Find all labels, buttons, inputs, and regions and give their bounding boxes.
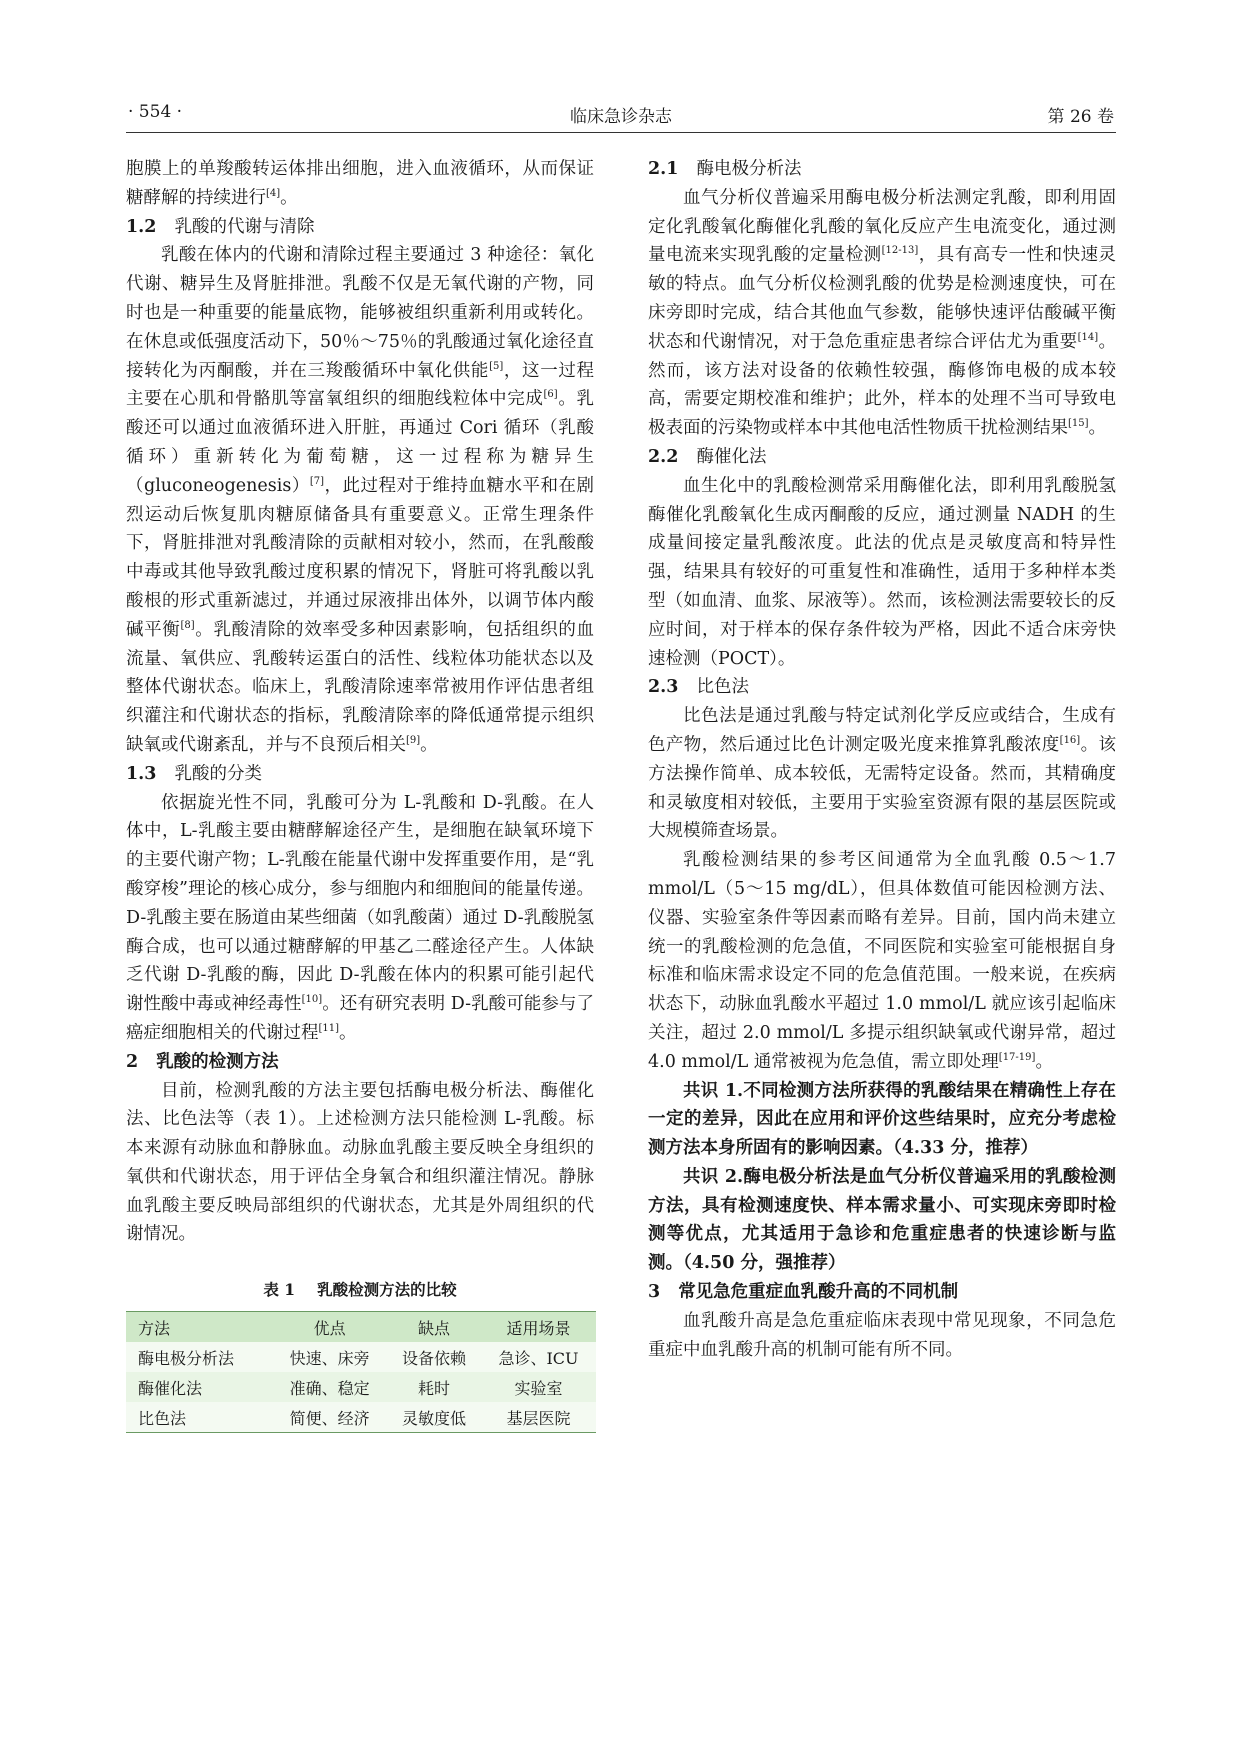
paragraph-reference-range: 乳酸检测结果的参考区间通常为全血乳酸 0.5～1.7 mmol/L（5～15 mg/dL），但具体数值可能因检测方法、仪器、实验室条件等因素而略有差异。目前，国内尚未建立统一的乳酸检测的危急值，不同医院和实验室可能根据自身标准和临床需求设定不同的危急值范围。一般来说，在疾病状态下，动脉血乳酸水平超过 1.0 mmol/L 就应该引起临床关注，超过 2.0 mmol/L 多提示组织缺氧或代谢异常，超过 4.0 mmol/L 通常被视为危急值，需立即处理[17-19]。 <box>648 850 1116 1072</box>
citation: [16] <box>1059 735 1081 747</box>
table-row <box>126 1342 596 1372</box>
table-cell: 急诊、ICU <box>498 1348 579 1368</box>
section-heading-3: 3 常见急危重症血乳酸升高的不同机制 <box>648 1282 959 1303</box>
citation: [6] <box>543 389 558 401</box>
table-header-cell: 适用场景 <box>506 1318 571 1338</box>
citation: [12-13] <box>881 245 919 257</box>
citation: [5] <box>489 360 504 372</box>
volume-label: 第 26 卷 <box>1047 107 1114 127</box>
citation: [15] <box>1068 418 1089 430</box>
page-header <box>126 96 1116 133</box>
section-heading-2-2: 2.2 酶催化法 <box>648 446 767 467</box>
table-header-row <box>126 1312 596 1343</box>
citation: [17-19] <box>998 1051 1036 1063</box>
table-cell: 酶催化法 <box>138 1378 203 1398</box>
table-row <box>126 1402 596 1433</box>
table-caption: 表 1 乳酸检测方法的比较 <box>263 1280 457 1300</box>
paragraph-colorimetry: 比色法是通过乳酸与特定试剂化学反应或结合，生成有色产物，然后通过比色计测定吸光度来推算乳酸浓度[16]。该方法操作简单、成本较低，无需特定设备。然而，其精确度和灵敏度相对较低，主要用于实验室资源有限的基层医院或大规模筛查场景。 <box>648 706 1117 842</box>
section-heading-2-3: 2.3 比色法 <box>648 677 749 698</box>
table-row <box>126 1372 596 1402</box>
table-cell: 酶电极分析法 <box>138 1348 235 1368</box>
paragraph-enzyme-catalysis: 血生化中的乳酸检测常采用酶催化法，即利用乳酸脱氢酶催化乳酸氧化生成丙酮酸的反应，通过测量 NADH 的生成量间接定量乳酸浓度。此法的优点是灵敏度高和特异性强，结果具有较好的可重复性和准确性，适用于多种样本类型（如血清、血浆、尿液等）。然而，该检测法需要较长的反应时间，对于样本的保存条件较为严格，因此不适合床旁快速检测（POCT）。 <box>648 475 1116 669</box>
section-heading-1-2: 1.2 乳酸的代谢与清除 <box>126 216 315 237</box>
table-cell: 实验室 <box>514 1378 563 1398</box>
page-number: · 554 · <box>128 102 183 122</box>
table-cell: 准确、稳定 <box>289 1378 370 1398</box>
section-heading-2: 2 乳酸的检测方法 <box>126 1051 279 1072</box>
comparison-table <box>126 1311 596 1433</box>
paragraph-detection-methods: 目前，检测乳酸的方法主要包括酶电极分析法、酶催化法、比色法等（表 1）。上述检测方法只能检测 L-乳酸。标本来源有动脉血和静脉血。动脉血乳酸主要反映全身组织的氧供和代谢状态，用于评估全身氧合和组织灌注情况。静脉血乳酸主要反映局部组织的代谢状态，尤其是外周组织的代谢情况。 <box>126 1080 594 1245</box>
right-column <box>648 155 1116 1364</box>
table-header-cell: 优点 <box>313 1318 346 1338</box>
consensus-1: 共识 1.不同检测方法所获得的乳酸结果在精确性上存在一定的差异，因此在应用和评价这些结果时，应充分考虑检测方法本身所固有的影响因素。（4.33 分，推荐） <box>648 1080 1116 1159</box>
citation: [14] <box>1077 331 1099 343</box>
table-cell: 灵敏度低 <box>402 1408 467 1428</box>
citation: [7] <box>309 475 324 487</box>
citation: [9] <box>406 735 421 747</box>
table-cell: 简便、经济 <box>289 1408 370 1428</box>
table-cell: 基层医院 <box>506 1408 571 1428</box>
journal-title: 临床急诊杂志 <box>570 107 672 127</box>
paragraph-classification: 依据旋光性不同，乳酸可分为 L-乳酸和 D-乳酸。在人体中，L-乳酸主要由糖酵解途径产生，是细胞在缺氧环境下的主要代谢产物；L-乳酸在能量代谢中发挥重要作用，是“乳酸穿梭”理论的核心成分，参与细胞内和细胞间的能量传递。D-乳酸主要在肠道由某些细菌（如乳酸菌）通过 D-乳酸脱氢酶合成，也可以通过糖酵解的甲基乙二醛途径产生。人体缺乏代谢 D-乳酸的酶，因此 D-乳酸在体内的积累可能引起代谢性酸中毒或神经毒性[10]。还有研究表明 D-乳酸可能参与了癌症细胞相关的代谢过程[11]。 <box>126 792 594 1043</box>
table-header-cell: 缺点 <box>418 1318 451 1338</box>
citation: [11] <box>318 1023 340 1035</box>
citation: [4] <box>266 187 281 199</box>
table-header-cell: 方法 <box>138 1318 171 1338</box>
paragraph-metabolism: 乳酸在体内的代谢和清除过程主要通过 3 种途径：氧化代谢、糖异生及肾脏排泄。乳酸不仅是无氧代谢的产物，同时也是一种重要的能量底物，能够被组织重新利用或转化。在休息或低强度活动下，50％～75％的乳酸通过氧化途径直接转化为丙酮酸，并在三羧酸循环中氧化供能[5]，这一过程主要在心肌和骨骼肌等富氧组织的细胞线粒体中完成[6]。乳酸还可以通过血液循环进入肝脏，再通过 Cori 循环（乳酸循环）重新转化为葡萄糖，这一过程称为糖异生（gluconeogenesis）[7]，此过程对于维持血糖水平和在剧烈运动后恢复肌肉糖原储备具有重要意义。正常生理条件下，肾脏排泄对乳酸清除的贡献相对较小，然而，在乳酸酸中毒或其他导致乳酸过度积累的情况下，肾脏可将乳酸以乳酸根的形式重新滤过，并通过尿液排出体外，以调节体内酸碱平衡[8]。乳酸清除的效率受多种因素影响，包括组织的血流量、氧供应、乳酸转运蛋白的活性、线粒体功能状态以及整体代谢状态。临床上，乳酸清除速率常被用作评估患者组织灌注和代谢状态的指标，乳酸清除率的降低通常提示组织缺氧或代谢紊乱，并与不良预后相关[9]。 <box>126 245 595 755</box>
paragraph-mechanisms: 血乳酸升高是急危重症临床表现中常见现象，不同急危重症中血乳酸升高的机制可能有所不同。 <box>648 1310 1116 1360</box>
paragraph-continued: 胞膜上的单羧酸转运体排出细胞，进入血液循环，从而保证糖酵解的持续进行[4]。 <box>126 159 594 208</box>
table-cell: 比色法 <box>138 1408 187 1428</box>
table-cell: 耗时 <box>418 1378 451 1398</box>
table-cell: 设备依赖 <box>402 1348 467 1368</box>
section-heading-2-1: 2.1 酶电极分析法 <box>648 159 802 179</box>
left-column <box>126 155 594 1433</box>
citation: [8] <box>180 619 195 631</box>
citation: [10] <box>301 994 323 1006</box>
section-heading-1-3: 1.3 乳酸的分类 <box>126 763 262 784</box>
paragraph-enzyme-electrode: 血气分析仪普遍采用酶电极分析法测定乳酸，即利用固定化乳酸氧化酶催化乳酸的氧化反应产生电流变化，通过测量电流来实现乳酸的定量检测[12-13]，具有高专一性和快速灵敏的特点。血气分析仪检测乳酸的优势是检测速度快，可在床旁即时完成，结合其他血气参数，能够快速评估酸碱平衡状态和代谢情况，对于急危重症患者综合评估尤为重要[14]。然而，该方法对设备的依赖性较强，酶修饰电极的成本较高，需要定期校准和维护；此外，样本的处理不当可导致电极表面的污染物或样本中其他电活性物质干扰检测结果[15]。 <box>648 187 1117 439</box>
table-cell: 快速、床旁 <box>289 1348 370 1368</box>
consensus-2: 共识 2.酶电极分析法是血气分析仪普遍采用的乳酸检测方法，具有检测速度快、样本需求量小、可实现床旁即时检测等优点，尤其适用于急诊和危重症患者的快速诊断与监测。（4.50 分，强推荐） <box>648 1166 1116 1274</box>
